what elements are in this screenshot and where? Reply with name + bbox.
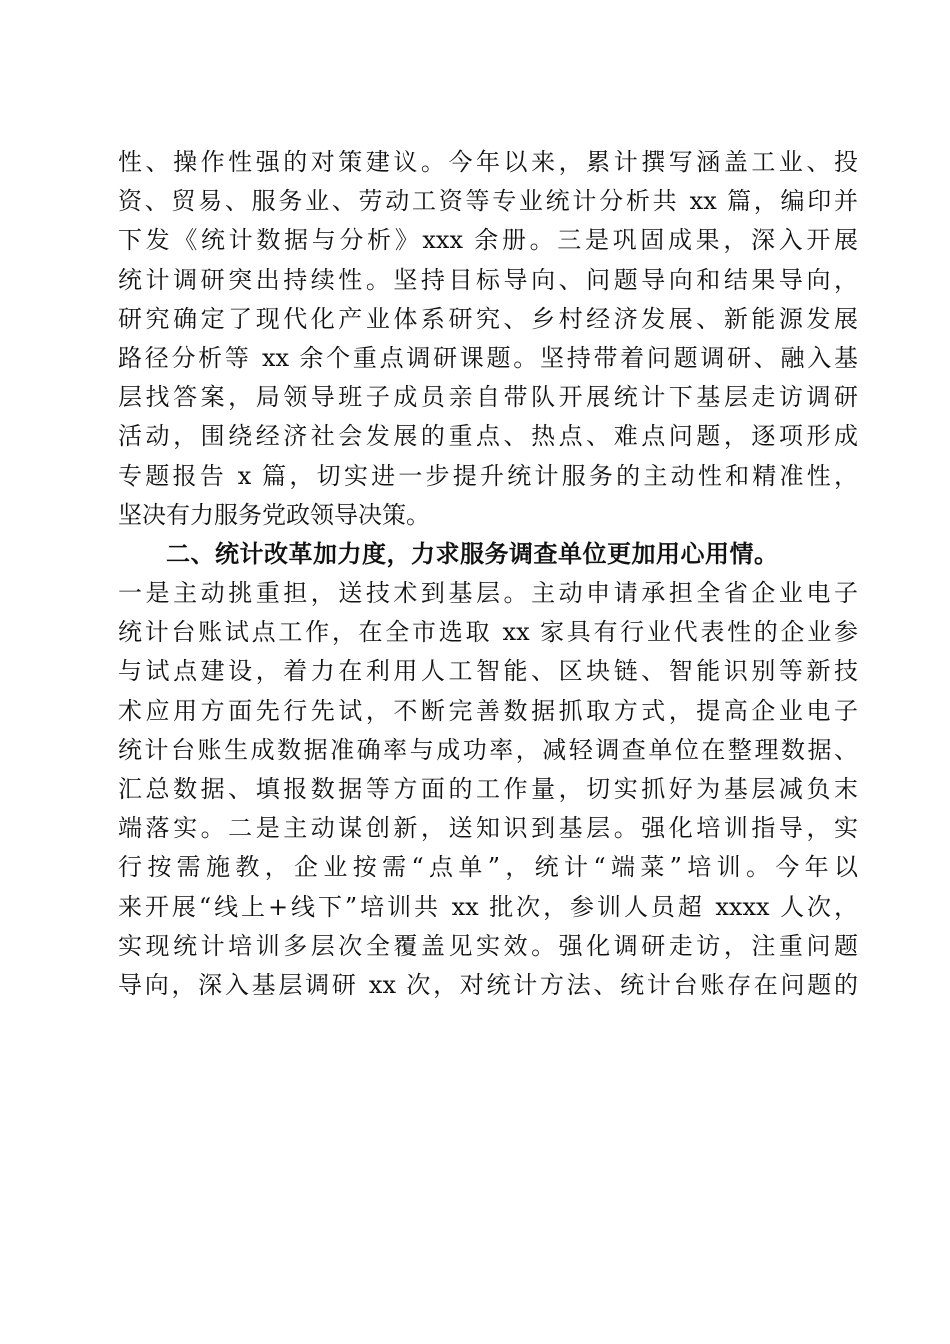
paragraph-line: 行按需施教，企业按需“点单”，统计“端菜”培训。今年以 xyxy=(118,853,858,882)
document-body xyxy=(118,143,858,1005)
paragraph-line: 专题报告 x 篇，切实进一步提升统计服务的主动性和精准性， xyxy=(118,461,858,490)
section-heading: 二、统计改革加力度，力求服务调查单位更加用心用情。 xyxy=(166,539,779,568)
paragraph-line: 研究确定了现代化产业体系研究、乡村经济发展、新能源发展 xyxy=(118,304,858,333)
paragraph-line: 术应用方面先行先试，不断完善数据抓取方式，提高企业电子 xyxy=(118,696,858,725)
paragraph-line: 汇总数据、填报数据等方面的工作量，切实抓好为基层减负末 xyxy=(118,775,858,803)
paragraph-line: 坚决有力服务党政领导决策。 xyxy=(118,500,430,529)
paragraph-line: 路径分析等 xx 余个重点调研课题。坚持带着问题调研、融入基 xyxy=(118,343,858,372)
paragraph-2 xyxy=(118,574,858,1005)
paragraph-line: 资、贸易、服务业、劳动工资等专业统计分析共 xx 篇，编印并 xyxy=(118,187,858,216)
paragraph-line: 导向，深入基层调研 xx 次，对统计方法、统计台账存在问题的 xyxy=(118,970,858,999)
paragraph-line: 来开展“线上+线下”培训共 xx 批次，参训人员超 xxxx 人次， xyxy=(118,892,858,921)
paragraph-1 xyxy=(118,143,858,535)
paragraph-line: 统计调研突出持续性。坚持目标导向、问题导向和结果导向， xyxy=(118,265,858,294)
paragraph-line: 活动，围绕经济社会发展的重点、热点、难点问题，逐项形成 xyxy=(118,422,858,451)
paragraph-line: 下发《统计数据与分析》xxx 余册。三是巩固成果，深入开展 xyxy=(118,226,858,255)
paragraph-line: 实现统计培训多层次全覆盖见实效。强化调研走访，注重问题 xyxy=(118,931,858,960)
paragraph-line: 统计台账试点工作，在全市选取 xx 家具有行业代表性的企业参 xyxy=(118,618,858,647)
paragraph-line: 层找答案，局领导班子成员亲自带队开展统计下基层走访调研 xyxy=(118,383,858,412)
paragraph-line: 性、操作性强的对策建议。今年以来，累计撰写涵盖工业、投 xyxy=(118,148,858,176)
paragraph-line: 与试点建设，着力在利用人工智能、区块链、智能识别等新技 xyxy=(118,657,858,686)
paragraph-line: 端落实。二是主动谋创新，送知识到基层。强化培训指导，实 xyxy=(118,814,858,843)
paragraph-line: 一是主动挑重担，送技术到基层。主动申请承担全省企业电子 xyxy=(118,579,858,608)
paragraph-line: 统计台账生成数据准确率与成功率，减轻调查单位在整理数据、 xyxy=(118,735,858,764)
